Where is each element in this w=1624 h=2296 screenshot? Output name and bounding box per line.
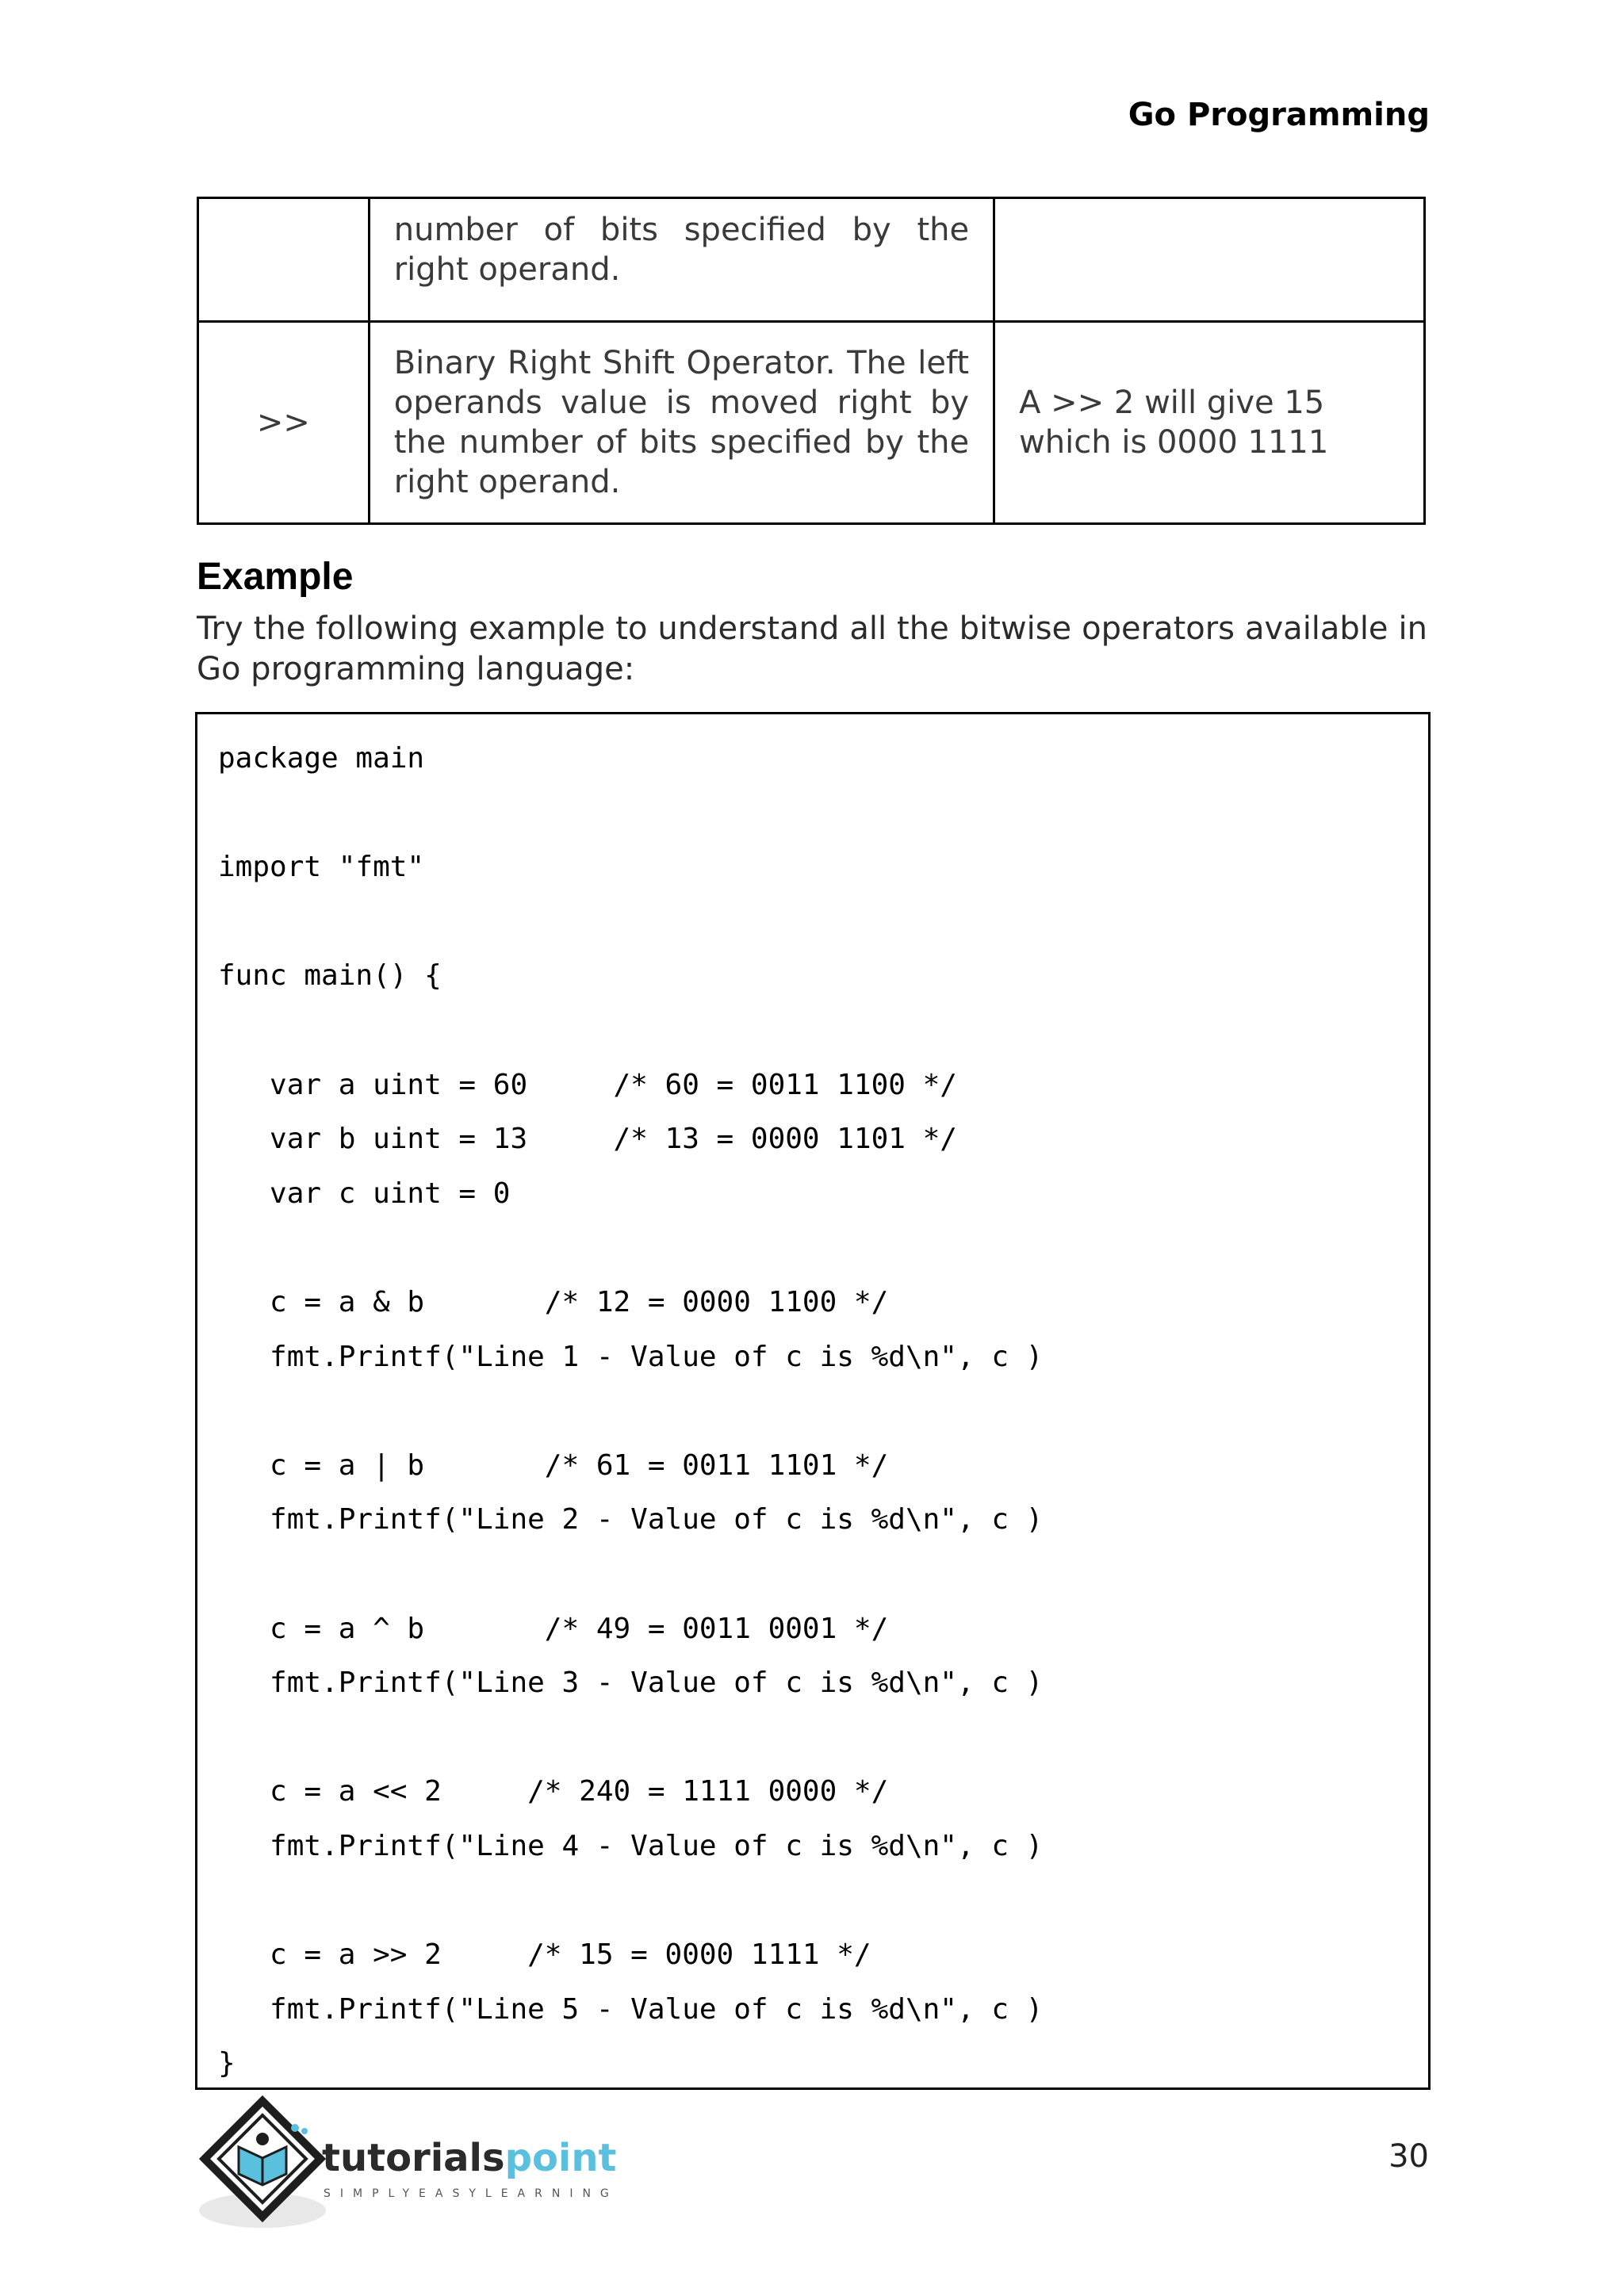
example-cell: A >> 2 will give 15 which is 0000 1111 xyxy=(994,322,1425,524)
section-heading: Example xyxy=(197,556,354,598)
code-block xyxy=(195,712,1431,2090)
table-row xyxy=(198,322,1425,524)
running-header: Go Programming xyxy=(1128,97,1430,133)
logo-wordmark: tutorialspoint xyxy=(322,2136,617,2180)
description-cell: Binary Right Shift Operator. The left operands value is moved right by the number of bits specified by the right operand. xyxy=(369,322,994,524)
operator-cell xyxy=(198,198,370,322)
intro-paragraph: Try the following example to understand all the bitwise operators available in Go programming language: xyxy=(197,610,1427,687)
operator-table xyxy=(197,197,1426,525)
code-listing: package main import "fmt" func main() { var a uint = 60 /* 60 = 0011 1100 */ var b uint = 13 /* 13 = 0000 1101 */ var c uint = 0 c = a & b /* 12 = 0000 1100 */ fmt.Printf("Line 1 - Value of c is %d\n", c ) c = a | b /* 61 = 0011 1101 */ fmt.Printf("Line 2 - Value of c is %d\n", c ) c = a ^ b /* 49 = 0011 0001 */ fmt.Printf("Line 3 - Value of c is %d\n", c ) c = a << 2 /* 240 = 1111 0000 */ fmt.Printf("Line 4 - Value of c is %d\n", c ) c = a >> 2 /* 15 = 0000 1111 */ fmt.Printf("Line 5 - Value of c is %d\n", c ) } xyxy=(218,742,1044,2080)
operator-cell: >> xyxy=(198,322,370,524)
description-cell: number of bits specified by the right operand. xyxy=(369,198,994,322)
example-cell xyxy=(994,198,1425,322)
page-number: 30 xyxy=(1388,2138,1429,2175)
table-row xyxy=(198,198,1425,322)
tutorialspoint-logo xyxy=(195,2091,639,2234)
logo-tagline: SIMPLYEASYLEARNING xyxy=(324,2187,619,2200)
